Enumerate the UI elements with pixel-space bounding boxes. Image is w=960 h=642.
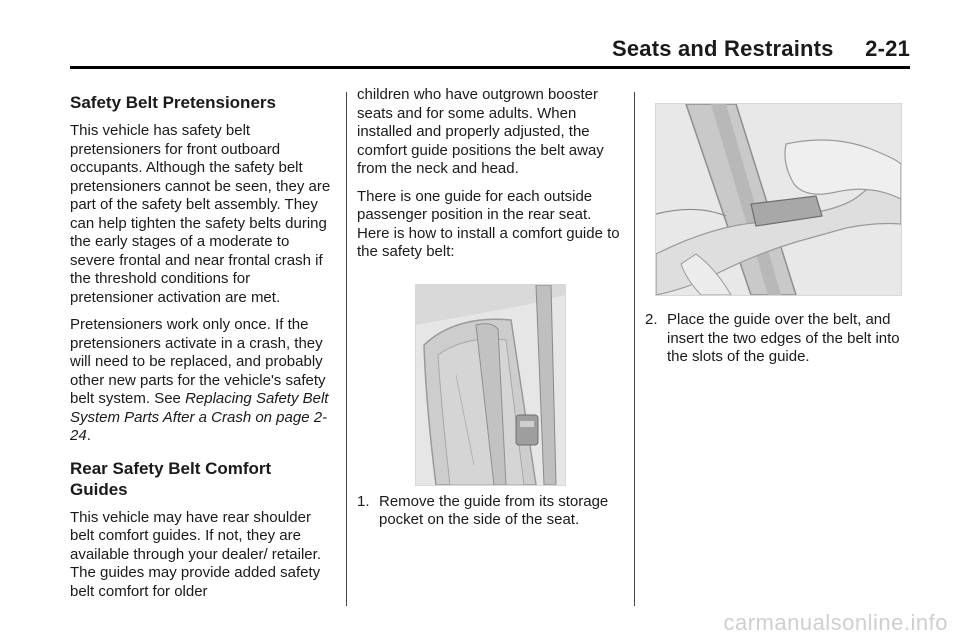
section-heading-comfort-guides: Rear Safety Belt Comfort Guides [70, 458, 272, 499]
paragraph: This vehicle has safety belt pretensioners for front outboard occupants. Although the safety belt pretensioners cannot be seen, they are part of the safety belt assembly. They can help tighten the safety belts during the early stages of a moderate to severe frontal and near frontal crash if the threshold conditions for pretensioner activation are met. [70, 122, 331, 306]
step-text: Place the guide over the belt, and insert the two edges of the belt into the slots of the guide. [667, 311, 900, 365]
page-title: Seats and Restraints 2-21 [611, 36, 910, 61]
seat-belt-guide-install-illustration [655, 103, 902, 296]
step-number: 1. [357, 492, 370, 510]
paragraph: children who have outgrown booster seats and for some adults. When installed and properly adjusted, the comfort guide positions the belt away from the neck and head. [357, 86, 604, 177]
paragraph-text: Pretensioners work only once. If the pretensioners activate in a crash, they will need to be replaced, and probably other new parts for the vehicle's safety belt system. See [70, 316, 326, 407]
column-divider [346, 92, 347, 606]
watermark-text: carmanualsonline.info [723, 610, 948, 635]
page-header [70, 32, 910, 69]
step-number: 2. [645, 311, 658, 328]
paragraph-text: . [86, 427, 91, 444]
seat-belt-guide-pocket-illustration [415, 284, 566, 486]
page-reference-link[interactable]: Replacing Safety Belt System Parts After a Crash on page 2-24 [70, 390, 329, 444]
seat-illustration-icon [416, 285, 565, 485]
paragraph: This vehicle may have rear shoulder belt comfort guides. If not, they are available through your dealer/ retailer. The guides may provide added safety belt comfort for older [70, 508, 321, 600]
column-left [70, 92, 332, 610]
step-1 [357, 493, 625, 530]
section-heading-pretensioners: Safety Belt Pretensioners [70, 93, 276, 112]
step-text: Remove the guide from its storage pocket on the side of the seat. [379, 492, 609, 528]
step-2 [645, 311, 915, 367]
paragraph [70, 316, 332, 446]
hands-belt-guide-icon [656, 104, 901, 295]
column-divider [634, 92, 635, 606]
paragraph: There is one guide for each outside passenger position in the rear seat. Here is how to install a comfort guide to the safety belt: [357, 187, 620, 260]
